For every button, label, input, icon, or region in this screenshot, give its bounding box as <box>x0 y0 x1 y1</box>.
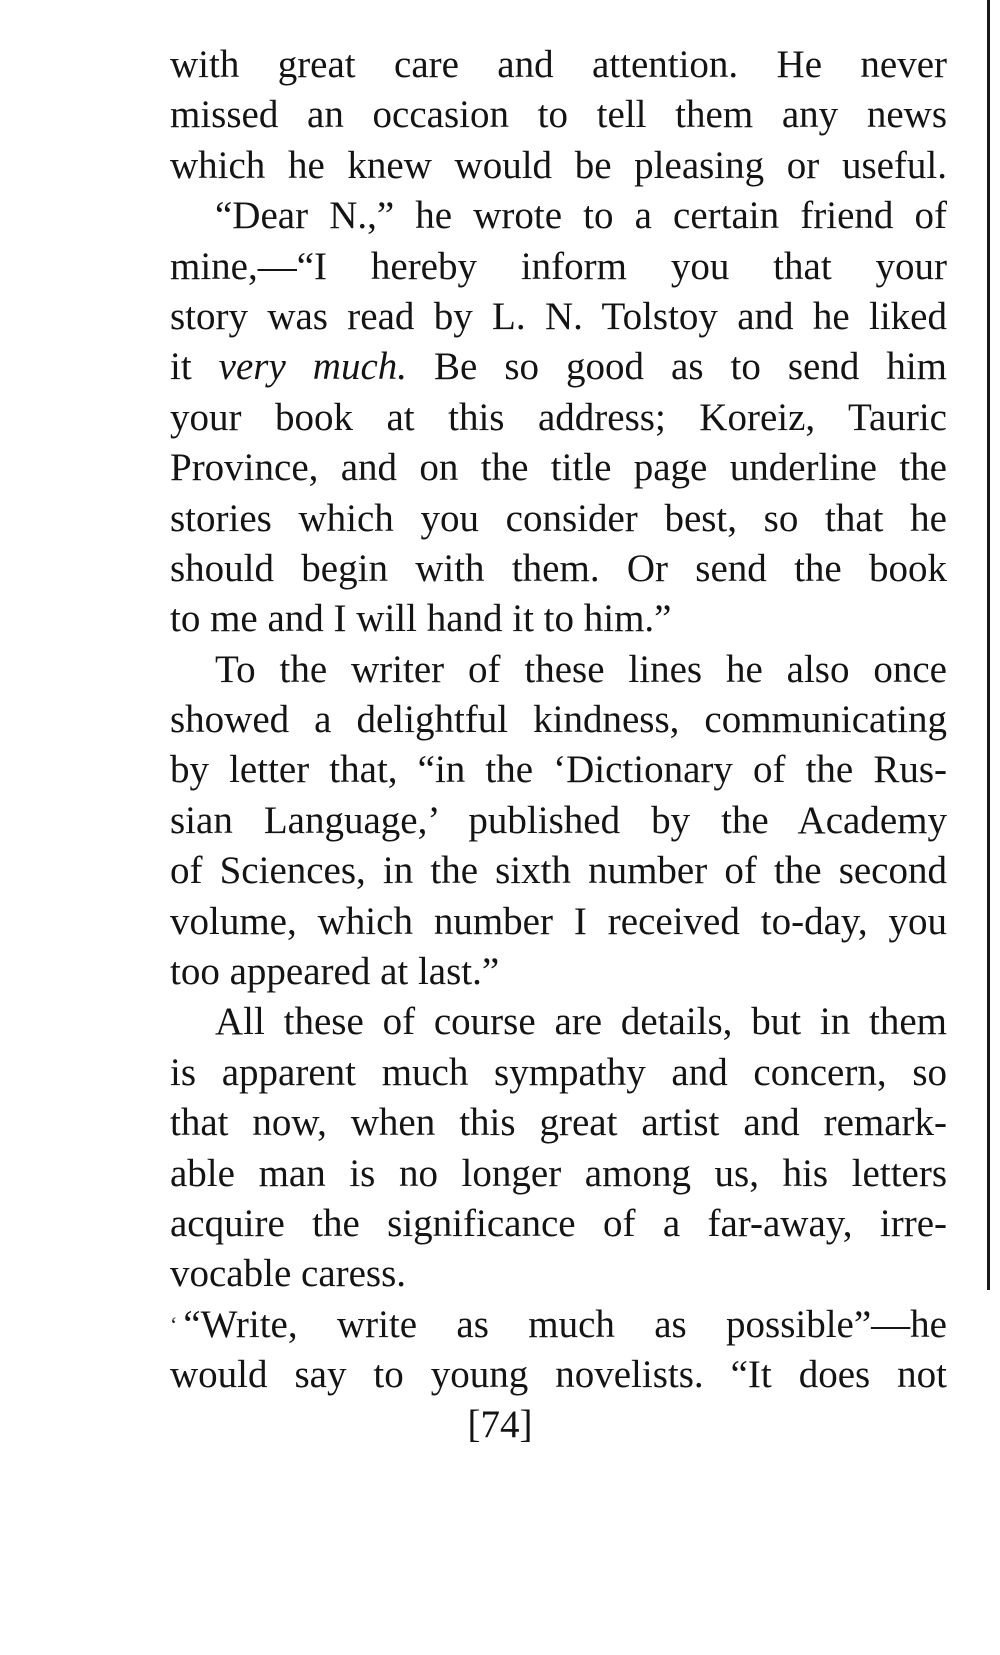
italic-phrase: very much. <box>218 345 408 389</box>
text-line: which he knew would be pleasing or useful. <box>170 143 947 187</box>
text-line: All these of course are details, but in them <box>215 1000 947 1044</box>
text-line: with great care and attention. He never <box>170 43 947 86</box>
page-number: [74] <box>467 1403 533 1446</box>
stray-print-mark: ‘ <box>170 1311 178 1337</box>
text-fragment: Be so good as to send him <box>434 345 947 389</box>
text-fragment: “Write, write as much as possible”—he <box>183 1302 947 1346</box>
text-line: missed an occasion to tell them any news <box>170 93 947 137</box>
text-line: acquire the significance of a far-away, irre- <box>170 1201 947 1245</box>
text-line: that now, when this great artist and remark- <box>170 1101 947 1145</box>
text-line: showed a delightful kindness, communicating <box>170 698 947 742</box>
text-line: should begin with them. Or send the book <box>170 546 947 590</box>
text-line: stories which you consider best, so that he <box>170 496 947 540</box>
text-line: too appeared at last.” <box>170 950 500 994</box>
text-line: is apparent much sympathy and concern, so <box>170 1050 947 1094</box>
page-edge-rule <box>987 0 990 1290</box>
text-line: To the writer of these lines he also once <box>215 647 947 691</box>
text-line-with-mark <box>170 1300 947 1350</box>
text-line-with-italic <box>170 342 947 392</box>
text-line: of Sciences, in the sixth number of the second <box>170 849 947 893</box>
text-line: “Dear N.,” he wrote to a certain friend of <box>215 194 947 238</box>
text-line: mine,—“I hereby inform you that your <box>170 244 947 288</box>
text-line: sian Language,’ published by the Academy <box>170 798 947 842</box>
text-line: would say to young novelists. “It does not <box>170 1353 947 1397</box>
text-line: story was read by L. N. Tolstoy and he liked <box>170 294 947 338</box>
text-line: your book at this address; Koreiz, Tauric <box>170 395 947 439</box>
text-line: to me and I will hand it to him.” <box>170 597 672 641</box>
text-line: vocable caress. <box>170 1252 407 1296</box>
text-line: able man is no longer among us, his letters <box>170 1151 947 1195</box>
text-line: by letter that, “in the ‘Dictionary of the Rus- <box>170 748 947 792</box>
text-line: Province, and on the title page underline the <box>170 446 947 490</box>
body-text <box>170 40 947 1401</box>
text-fragment: it <box>170 345 192 389</box>
text-line: volume, which number I received to-day, you <box>170 899 947 943</box>
